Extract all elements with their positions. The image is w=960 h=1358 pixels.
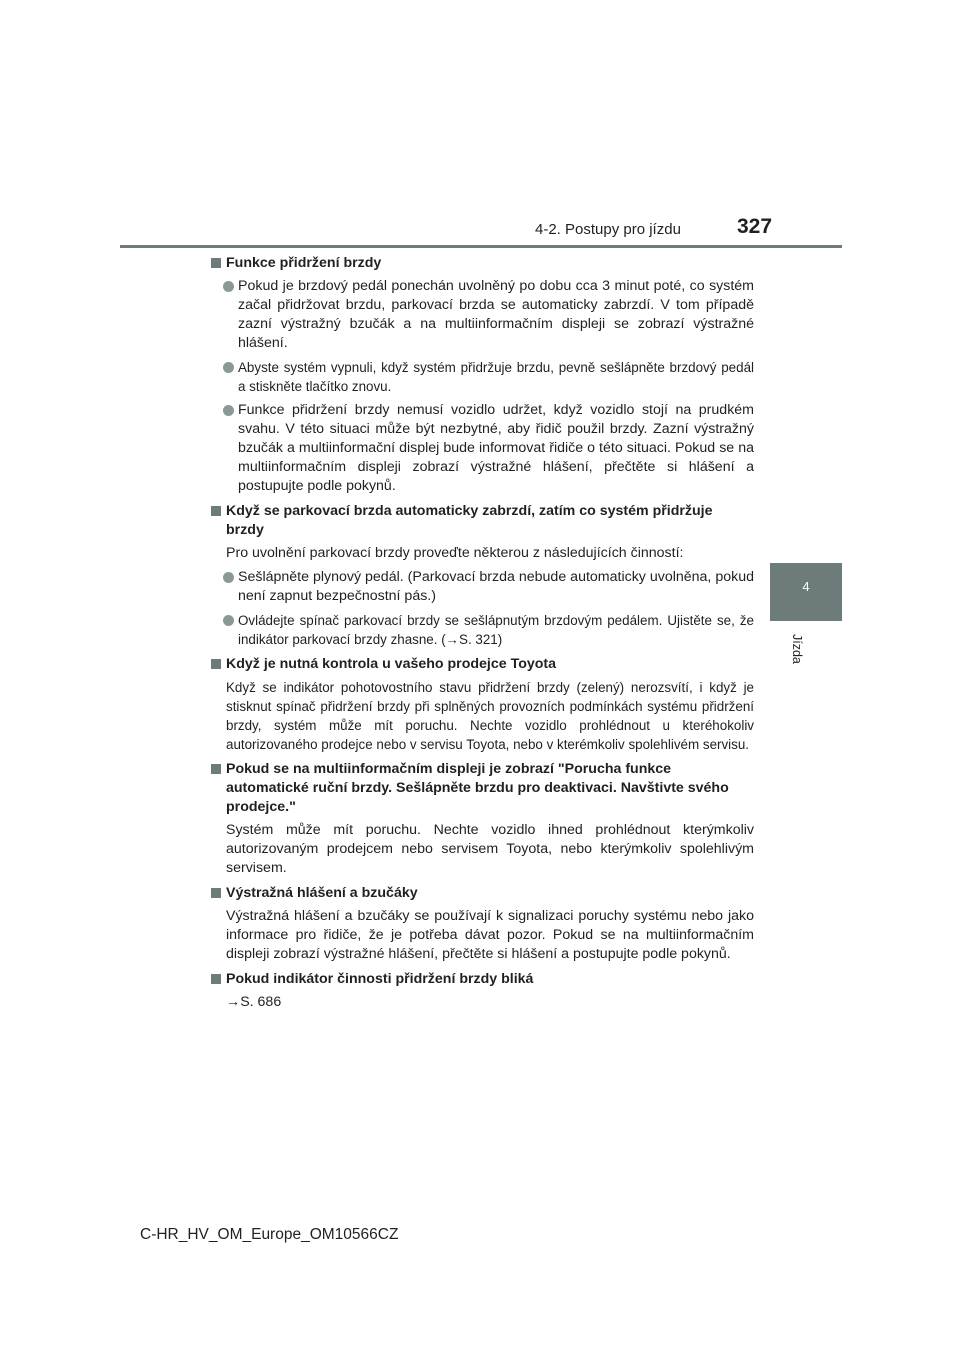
section-heading: Výstražná hlášení a bzučáky: [210, 884, 754, 903]
section-indicator-flashing: [210, 970, 754, 1012]
bullet-icon: [223, 362, 234, 373]
chapter-tab: [770, 563, 842, 621]
list-item-text: Sešlápněte plynový pedál. (Parkovací brzda nebude automaticky uvolněna, pokud není zapnut bezpečnostní pás.): [238, 569, 754, 604]
bullet-icon: [223, 572, 234, 583]
list-item-text: Ovládejte spínač parkovací brzdy se sešlápnutým brzdovým pedálem. Ujistěte se, že indikátor parkovací brzdy zhasne. (→S. 321): [238, 613, 754, 647]
list-item: [210, 401, 754, 496]
page-number: 327: [737, 215, 773, 238]
list-item-text: Pokud je brzdový pedál ponechán uvolněný po dobu cca 3 minut poté, co systém začal přidržovat brzdu, parkovací brzda se automaticky zabrzdí. V tom případě zazní výstražný bzučák a na multiinformačním displeji se zobrazí výstražné hlášení.: [238, 278, 754, 351]
list-item-text: Funkce přidržení brzdy nemusí vozidlo udržet, když vozidlo stojí na prudkém svahu. V této situaci může být nezbytné, aby řidič použil brzdy. Zazní výstražný bzučák a multiinformační displej bude informovat řidiče o této situaci. Pokud se na multiinformačním displeji zobrazí výstražné hlášení, přečtěte si hlášení a postupujte podle pokynů.: [238, 402, 754, 494]
chapter-label: Jízda: [790, 634, 804, 664]
bullet-icon: [223, 405, 234, 416]
page-reference: →S. 686: [226, 994, 282, 1010]
section-text: Výstražná hlášení a bzučáky se používají k signalizaci poruchy systému nebo jako informace pro řidiče, že je potřeba dávat pozor. Pokud se na multiinformačním displeji zobrazí výstražné hlášení, přečtěte si hlášení a postupujte podle pokynů.: [226, 908, 754, 962]
list-item: [210, 568, 754, 606]
bullet-icon: [223, 615, 234, 626]
section-heading: Když je nutná kontrola u vašeho prodejce Toyota: [210, 655, 754, 674]
document-code-footer: C-HR_HV_OM_Europe_OM10566CZ: [140, 1226, 399, 1243]
section-heading: Pokud se na multiinformačním displeji je zobrazí "Porucha funkce automatické ruční brzdy. Sešlápněte brzdu pro deaktivaci. Navštivte svého prodejce.": [210, 760, 754, 817]
section-heading: Když se parkovací brzda automaticky zabrzdí, zatím co systém přidržuje brzdy: [210, 502, 754, 540]
list-item: [210, 611, 754, 649]
header-divider: [120, 245, 842, 248]
list-item: [210, 358, 754, 396]
list-item-text: Abyste systém vypnuli, když systém přidržuje brzdu, pevně sešlápněte brzdový pedál a stiskněte tlačítko znovu.: [238, 360, 754, 394]
section-text: Když se indikátor pohotovostního stavu přidržení brzdy (zelený) nerozsvítí, i když je stisknut spínač přidržení brzdy při splněných provozních podmínkách systému přidržení brzdy, systém může mít poruchu. Nechte vozidlo prohlédnout u kteréhokoliv autorizovaného prodejce nebo v servisu Toyota, nebo v kterémkoliv spolehlivém servisu.: [226, 680, 754, 752]
section-dealer-check: [210, 655, 754, 754]
section-heading: Pokud indikátor činnosti přidržení brzdy bliká: [210, 970, 754, 989]
list-item: [210, 277, 754, 353]
bullet-icon: [223, 281, 234, 292]
section-malfunction-message: [210, 760, 754, 878]
section-parking-brake-auto: [210, 502, 754, 649]
chapter-number: 4: [802, 579, 810, 594]
section-brake-hold-function: [210, 254, 754, 496]
running-header-section: 4-2. Postupy pro jízdu: [535, 221, 681, 238]
page-content: [210, 254, 754, 1017]
section-heading: Funkce přidržení brzdy: [210, 254, 754, 273]
section-text: Pro uvolnění parkovací brzdy proveďte některou z následujících činností:: [226, 545, 684, 561]
section-text: Systém může mít poruchu. Nechte vozidlo ihned prohlédnout kterýmkoliv autorizovaným prodejcem nebo servisem Toyota, nebo kterýmkoliv spolehlivým servisem.: [226, 822, 754, 876]
section-warnings-buzzers: [210, 884, 754, 964]
